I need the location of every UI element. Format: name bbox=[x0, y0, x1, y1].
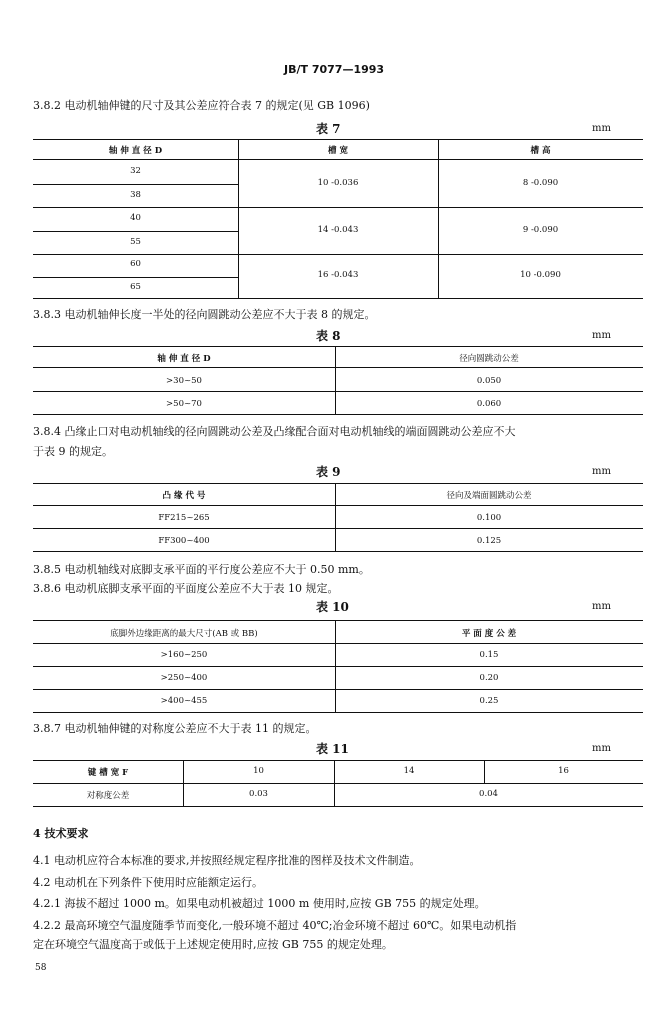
table-rule bbox=[33, 528, 643, 529]
table-11-cell: 0.03 bbox=[249, 789, 268, 799]
table-rule bbox=[33, 159, 643, 160]
table-rule bbox=[33, 346, 643, 347]
table-9-header-runout: 径向及端面圆跳动公差 bbox=[446, 491, 532, 501]
table-7-diameter-cell: 40 bbox=[130, 213, 141, 223]
table-10-header-dimension: 底脚外边缘距离的最大尺寸(AB 或 BB) bbox=[110, 629, 258, 639]
table-11-row-label: 对称度公差 bbox=[86, 791, 130, 801]
table-7-header-height: 槽 高 bbox=[530, 146, 551, 156]
table-8-header-runout: 径向圆跳动公差 bbox=[459, 354, 519, 364]
section-4-2-2-text: 4.2.2 最高环境空气温度随季节而变化,一般环境不超过 40℃;冶金环境不超过 60℃。如果电动机指 bbox=[33, 919, 517, 932]
table-8-header-diameter: 轴 伸 直 径 D bbox=[157, 354, 211, 364]
table-rule bbox=[33, 231, 238, 232]
table-9-unit: mm bbox=[592, 466, 611, 477]
section-3-8-7-text: 3.8.7 电动机轴伸键的对称度公差应不大于表 11 的规定。 bbox=[33, 722, 317, 735]
table-9-cell: 0.125 bbox=[476, 536, 502, 546]
table-9-cell: 0.100 bbox=[476, 513, 502, 523]
section-4-2-text: 4.2 电动机在下列条件下使用时应能额定运行。 bbox=[33, 876, 263, 889]
table-11-unit: mm bbox=[592, 743, 611, 754]
table-11-caption: 表 11 bbox=[316, 742, 349, 756]
table-10-unit: mm bbox=[592, 601, 611, 612]
table-7-header-diameter: 轴 伸 直 径 D bbox=[108, 146, 163, 156]
table-8-unit: mm bbox=[592, 330, 611, 341]
section-3-8-2-text: 3.8.2 电动机轴伸键的尺寸及其公差应符合表 7 的规定(见 GB 1096) bbox=[33, 99, 370, 112]
table-8-cell: 0.050 bbox=[476, 376, 502, 386]
table-rule bbox=[33, 643, 643, 644]
section-4-1-text: 4.1 电动机应符合本标准的要求,并按照经规定程序批准的图样及技术文件制造。 bbox=[33, 854, 421, 867]
table-10-cell: 0.20 bbox=[479, 673, 499, 683]
table-rule bbox=[33, 139, 643, 140]
table-8-cell: >30~50 bbox=[166, 376, 202, 386]
table-rule bbox=[33, 254, 643, 255]
table-7-height-cell: 9 -0.090 bbox=[522, 225, 559, 235]
table-rule bbox=[33, 483, 643, 484]
table-7-height-cell: 8 -0.090 bbox=[522, 178, 559, 188]
table-10-cell: 0.15 bbox=[479, 650, 499, 660]
table-9-cell: FF215~265 bbox=[158, 513, 210, 523]
table-rule bbox=[33, 207, 643, 208]
section-3-8-6-text: 3.8.6 电动机底脚支承平面的平面度公差应不大于表 10 规定。 bbox=[33, 582, 339, 595]
table-7-width-cell: 10 -0.036 bbox=[317, 178, 359, 188]
table-rule bbox=[33, 367, 643, 368]
table-8-cell: >50~70 bbox=[166, 399, 202, 409]
table-8-cell: 0.060 bbox=[476, 399, 502, 409]
table-7-diameter-cell: 32 bbox=[130, 166, 141, 176]
document-code: JB/T 7077—1993 bbox=[284, 63, 385, 76]
table-rule bbox=[33, 184, 238, 185]
table-11-cell: 16 bbox=[558, 766, 569, 776]
table-10-cell: >250~400 bbox=[160, 673, 208, 683]
table-10-cell: 0.25 bbox=[479, 696, 499, 706]
table-7-diameter-cell: 65 bbox=[130, 282, 141, 292]
section-4-title: 4 技术要求 bbox=[33, 827, 89, 840]
section-3-8-5-text: 3.8.5 电动机轴线对底脚支承平面的平行度公差应不大于 0.50 mm。 bbox=[33, 563, 370, 576]
table-10-cell: >400~455 bbox=[160, 696, 208, 706]
table-rule bbox=[33, 277, 238, 278]
table-rule bbox=[33, 298, 643, 299]
table-rule bbox=[33, 689, 643, 690]
table-11-row-label: 键 槽 宽 F bbox=[87, 768, 129, 778]
section-4-2-2-text-cont: 定在环境空气温度高于或低于上述规定使用时,应按 GB 755 的规定处理。 bbox=[33, 938, 393, 951]
table-7-width-cell: 14 -0.043 bbox=[317, 225, 359, 235]
table-rule bbox=[33, 620, 643, 621]
table-7-unit: mm bbox=[592, 123, 611, 134]
table-9-header-flange: 凸 缘 代 号 bbox=[162, 491, 206, 501]
table-7-diameter-cell: 55 bbox=[130, 237, 141, 247]
table-9-caption: 表 9 bbox=[316, 465, 341, 479]
section-3-8-3-text: 3.8.3 电动机轴伸长度一半处的径向圆跳动公差应不大于表 8 的规定。 bbox=[33, 308, 376, 321]
table-8-caption: 表 8 bbox=[316, 329, 341, 343]
section-4-2-1-text: 4.2.1 海拔不超过 1000 m。如果电动机被超过 1000 m 使用时,应按 GB 755 的规定处理。 bbox=[33, 897, 486, 910]
section-3-8-4-text: 3.8.4 凸缘止口对电动机轴线的径向圆跳动公差及凸缘配合面对电动机轴线的端面圆跳动公差应不大 bbox=[33, 425, 516, 438]
table-rule bbox=[33, 414, 643, 415]
table-10-cell: >160~250 bbox=[160, 650, 208, 660]
section-3-8-4-text-cont: 于表 9 的规定。 bbox=[33, 445, 113, 458]
table-rule bbox=[33, 783, 643, 784]
table-7-caption: 表 7 bbox=[316, 122, 341, 136]
table-rule bbox=[33, 806, 643, 807]
table-7-header-width: 槽 宽 bbox=[328, 146, 348, 156]
table-rule bbox=[33, 760, 643, 761]
table-rule bbox=[33, 391, 643, 392]
table-10-header-flatness: 平 面 度 公 差 bbox=[461, 629, 517, 639]
table-rule bbox=[33, 712, 643, 713]
table-rule bbox=[33, 666, 643, 667]
table-11-cell: 10 bbox=[253, 766, 264, 776]
table-11-cell: 14 bbox=[403, 766, 415, 776]
table-7-diameter-cell: 38 bbox=[130, 190, 141, 200]
page-number: 58 bbox=[35, 963, 47, 973]
table-7-diameter-cell: 60 bbox=[130, 259, 141, 269]
table-9-cell: FF300~400 bbox=[158, 536, 210, 546]
table-7-height-cell: 10 -0.090 bbox=[520, 270, 561, 280]
table-7-width-cell: 16 -0.043 bbox=[317, 270, 359, 280]
table-rule bbox=[33, 551, 643, 552]
table-10-caption: 表 10 bbox=[316, 600, 349, 614]
table-rule bbox=[33, 505, 643, 506]
table-11-cell: 0.04 bbox=[479, 789, 498, 799]
